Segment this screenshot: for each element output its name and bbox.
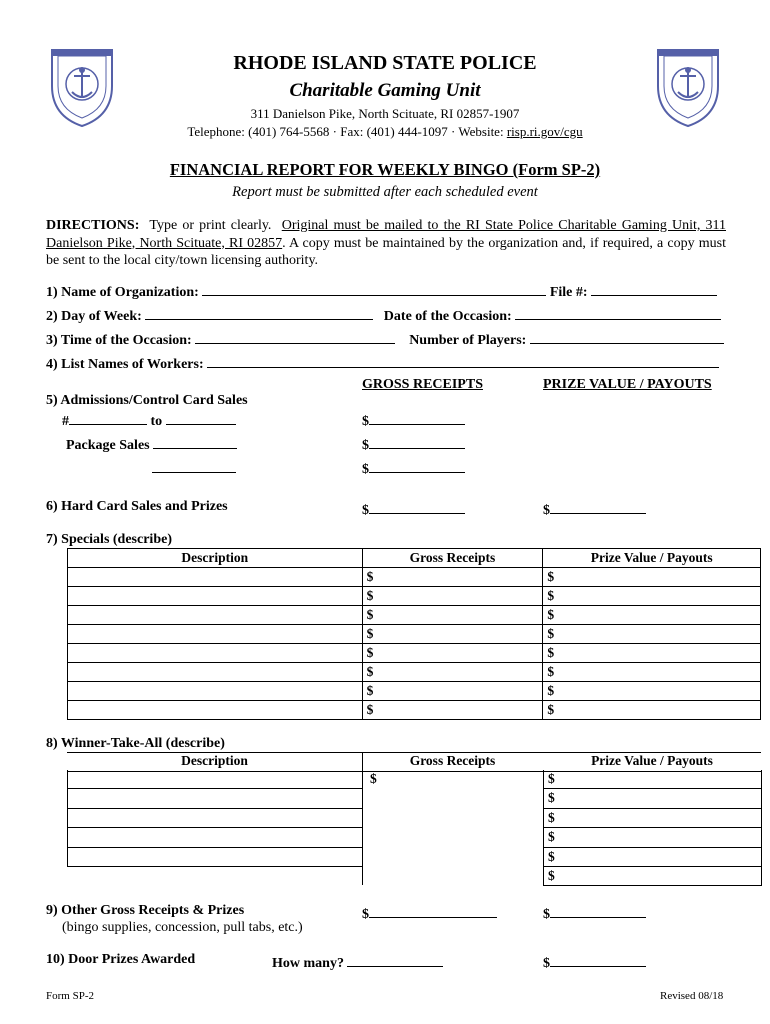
winner-take-all-table xyxy=(67,752,761,886)
package-sales-2-field[interactable] xyxy=(152,458,236,473)
specials-description-cell[interactable] xyxy=(68,587,363,606)
package-gross-2-field[interactable] xyxy=(369,458,465,473)
admissions-gross-field[interactable] xyxy=(369,410,465,425)
specials-description-cell[interactable] xyxy=(68,625,363,644)
specials-prize-cell[interactable]: $ xyxy=(543,568,761,587)
table-row xyxy=(68,568,761,587)
prize-value-header: PRIZE VALUE / PAYOUTS xyxy=(543,377,712,392)
currency-sign: $ xyxy=(543,503,550,518)
gross-receipts-header: GROSS RECEIPTS xyxy=(362,377,483,392)
time-row xyxy=(46,329,724,349)
website-link[interactable]: risp.ri.gov/cgu xyxy=(506,124,583,139)
specials-description-cell[interactable] xyxy=(68,568,363,587)
admissions-gross-row xyxy=(362,410,465,430)
day-row xyxy=(46,305,721,325)
specials-description-cell[interactable] xyxy=(68,682,363,701)
form-subtitle: Report must be submitted after each scheduled event xyxy=(232,184,538,200)
specials-gross-cell[interactable]: $ xyxy=(362,663,543,682)
admissions-range-row xyxy=(62,410,236,430)
wta-prize-cell[interactable]: $ xyxy=(543,809,762,828)
table-row xyxy=(68,587,761,606)
hard-card-prize-row xyxy=(543,499,646,519)
currency-sign: $ xyxy=(362,907,369,922)
agency-contact xyxy=(0,124,770,140)
specials-prize-cell[interactable]: $ xyxy=(543,682,761,701)
specials-description-cell[interactable] xyxy=(68,701,363,720)
specials-gross-cell[interactable]: $ xyxy=(362,568,543,587)
wta-description-header: Description xyxy=(181,753,248,768)
hard-card-gross-row xyxy=(362,499,465,519)
num-players-label: Number of Players: xyxy=(409,333,527,348)
hard-card-gross-field[interactable] xyxy=(369,499,465,514)
specials-prize-cell[interactable]: $ xyxy=(543,663,761,682)
specials-prize-cell[interactable]: $ xyxy=(543,587,761,606)
directions-paragraph xyxy=(46,217,726,270)
specials-gross-cell[interactable]: $ xyxy=(362,587,543,606)
currency-sign: $ xyxy=(362,462,369,477)
table-row xyxy=(68,701,761,720)
org-name-field[interactable] xyxy=(202,281,546,296)
specials-description-cell[interactable] xyxy=(68,644,363,663)
num-players-field[interactable] xyxy=(530,329,724,344)
currency-sign: $ xyxy=(362,503,369,518)
directions-text-2: . A copy must be maintained by the organization and, if required, a copy must be sent to the local city/town licensing authority. xyxy=(46,235,727,268)
package-gross-field[interactable] xyxy=(369,434,465,449)
table-row xyxy=(68,663,761,682)
wta-prize-cell[interactable]: $ xyxy=(543,770,762,789)
wta-description-cell[interactable] xyxy=(67,809,363,828)
file-no-label: File #: xyxy=(549,285,588,300)
specials-prize-cell[interactable]: $ xyxy=(543,644,761,663)
directions-label: DIRECTIONS: xyxy=(46,218,140,233)
specials-gross-cell[interactable]: $ xyxy=(362,701,543,720)
hash-label: # xyxy=(62,414,69,429)
wta-prize-cell[interactable]: $ xyxy=(543,828,762,847)
specials-prize-cell[interactable]: $ xyxy=(543,625,761,644)
workers-label: 4) List Names of Workers: xyxy=(46,357,204,372)
specials-gross-cell[interactable]: $ xyxy=(362,606,543,625)
how-many-field[interactable] xyxy=(347,952,443,967)
section-8-title: 8) Winner-Take-All (describe) xyxy=(46,736,225,751)
unit-title: Charitable Gaming Unit xyxy=(289,80,481,101)
wta-gross-cell[interactable]: $ xyxy=(370,771,377,786)
section-7-title: 7) Specials (describe) xyxy=(46,532,172,547)
section-5-title: 5) Admissions/Control Card Sales xyxy=(46,393,248,408)
package-gross-2-row xyxy=(362,458,465,478)
workers-field[interactable] xyxy=(207,353,719,368)
wta-prize-cell[interactable]: $ xyxy=(543,848,762,867)
specials-description-cell[interactable] xyxy=(68,663,363,682)
specials-prize-cell[interactable]: $ xyxy=(543,606,761,625)
date-of-occasion-field[interactable] xyxy=(515,305,721,320)
wta-gross-receipts-header: Gross Receipts xyxy=(409,753,496,768)
time-of-occasion-label: 3) Time of the Occasion: xyxy=(46,333,192,348)
section-9-note: (bingo supplies, concession, pull tabs, etc.) xyxy=(62,920,303,935)
how-many-row xyxy=(272,952,443,972)
package-sales-field[interactable] xyxy=(153,434,237,449)
time-of-occasion-field[interactable] xyxy=(195,329,395,344)
form-title: FINANCIAL REPORT FOR WEEKLY BINGO (Form SP-2) xyxy=(169,160,601,179)
package-sales-row xyxy=(66,434,237,454)
table-row xyxy=(68,625,761,644)
currency-sign: $ xyxy=(362,438,369,453)
description-header: Description xyxy=(68,549,363,568)
day-of-week-field[interactable] xyxy=(145,305,373,320)
section-10-title: 10) Door Prizes Awarded xyxy=(46,952,196,967)
wta-prize-value-header: Prize Value / Payouts xyxy=(591,753,713,768)
file-no-field[interactable] xyxy=(591,281,717,296)
package-sales-label: Package Sales xyxy=(66,438,150,453)
wta-description-cell[interactable] xyxy=(67,789,363,808)
specials-description-cell[interactable] xyxy=(68,606,363,625)
door-prize-field[interactable] xyxy=(550,952,646,967)
table-row xyxy=(68,606,761,625)
how-many-label: How many? xyxy=(272,956,344,971)
section-6-title: 6) Hard Card Sales and Prizes xyxy=(46,499,228,514)
other-gross-row xyxy=(362,903,497,923)
agency-title: RHODE ISLAND STATE POLICE xyxy=(233,52,537,74)
specials-prize-cell[interactable]: $ xyxy=(543,701,761,720)
currency-sign: $ xyxy=(362,414,369,429)
workers-row xyxy=(46,353,719,373)
contact-phone-fax: Telephone: (401) 764-5568 · Fax: (401) 444-1097 · Website: xyxy=(187,124,507,139)
other-gross-field[interactable] xyxy=(369,903,497,918)
org-name-label: 1) Name of Organization: xyxy=(46,285,199,300)
other-prize-row xyxy=(543,903,646,923)
specials-gross-cell[interactable]: $ xyxy=(362,682,543,701)
section-9-title: 9) Other Gross Receipts & Prizes xyxy=(46,903,245,918)
specials-gross-cell[interactable]: $ xyxy=(362,625,543,644)
gross-receipts-col-header: Gross Receipts xyxy=(362,549,543,568)
door-prize-row xyxy=(543,952,646,972)
currency-sign: $ xyxy=(543,907,550,922)
hard-card-prize-field[interactable] xyxy=(550,499,646,514)
org-name-row xyxy=(46,281,717,301)
package-sales-2-row xyxy=(152,458,236,478)
wta-description-cell[interactable] xyxy=(67,828,363,847)
day-of-week-label: 2) Day of Week: xyxy=(46,309,142,324)
wta-description-cell[interactable] xyxy=(67,770,363,789)
footer-form-id: Form SP-2 xyxy=(46,990,94,1002)
admissions-to-field[interactable] xyxy=(166,410,236,425)
currency-sign: $ xyxy=(543,956,550,971)
date-of-occasion-label: Date of the Occasion: xyxy=(383,309,512,324)
table-header-row xyxy=(68,549,761,568)
wta-prize-cell[interactable]: $ xyxy=(543,789,762,808)
wta-description-cell[interactable] xyxy=(67,848,363,867)
agency-address: 311 Danielson Pike, North Scituate, RI 02857-1907 xyxy=(250,106,520,121)
directions-text-1: Type or print clearly. xyxy=(149,218,272,233)
footer-revised: Revised 08/18 xyxy=(660,990,724,1002)
package-gross-row xyxy=(362,434,465,454)
admissions-from-field[interactable] xyxy=(69,410,147,425)
to-label: to xyxy=(150,414,163,429)
other-prize-field[interactable] xyxy=(550,903,646,918)
directions-mailing: Original must be mailed to the RI State Police Charitable Gaming Unit, 311 Danielson Pike, North Scituate, RI 02857 xyxy=(46,218,726,251)
wta-prize-cell[interactable]: $ xyxy=(543,867,762,886)
specials-table xyxy=(67,548,761,720)
specials-gross-cell[interactable]: $ xyxy=(362,644,543,663)
table-row xyxy=(68,644,761,663)
wta-column-divider xyxy=(362,752,363,885)
prize-value-col-header: Prize Value / Payouts xyxy=(543,549,761,568)
table-row xyxy=(68,682,761,701)
